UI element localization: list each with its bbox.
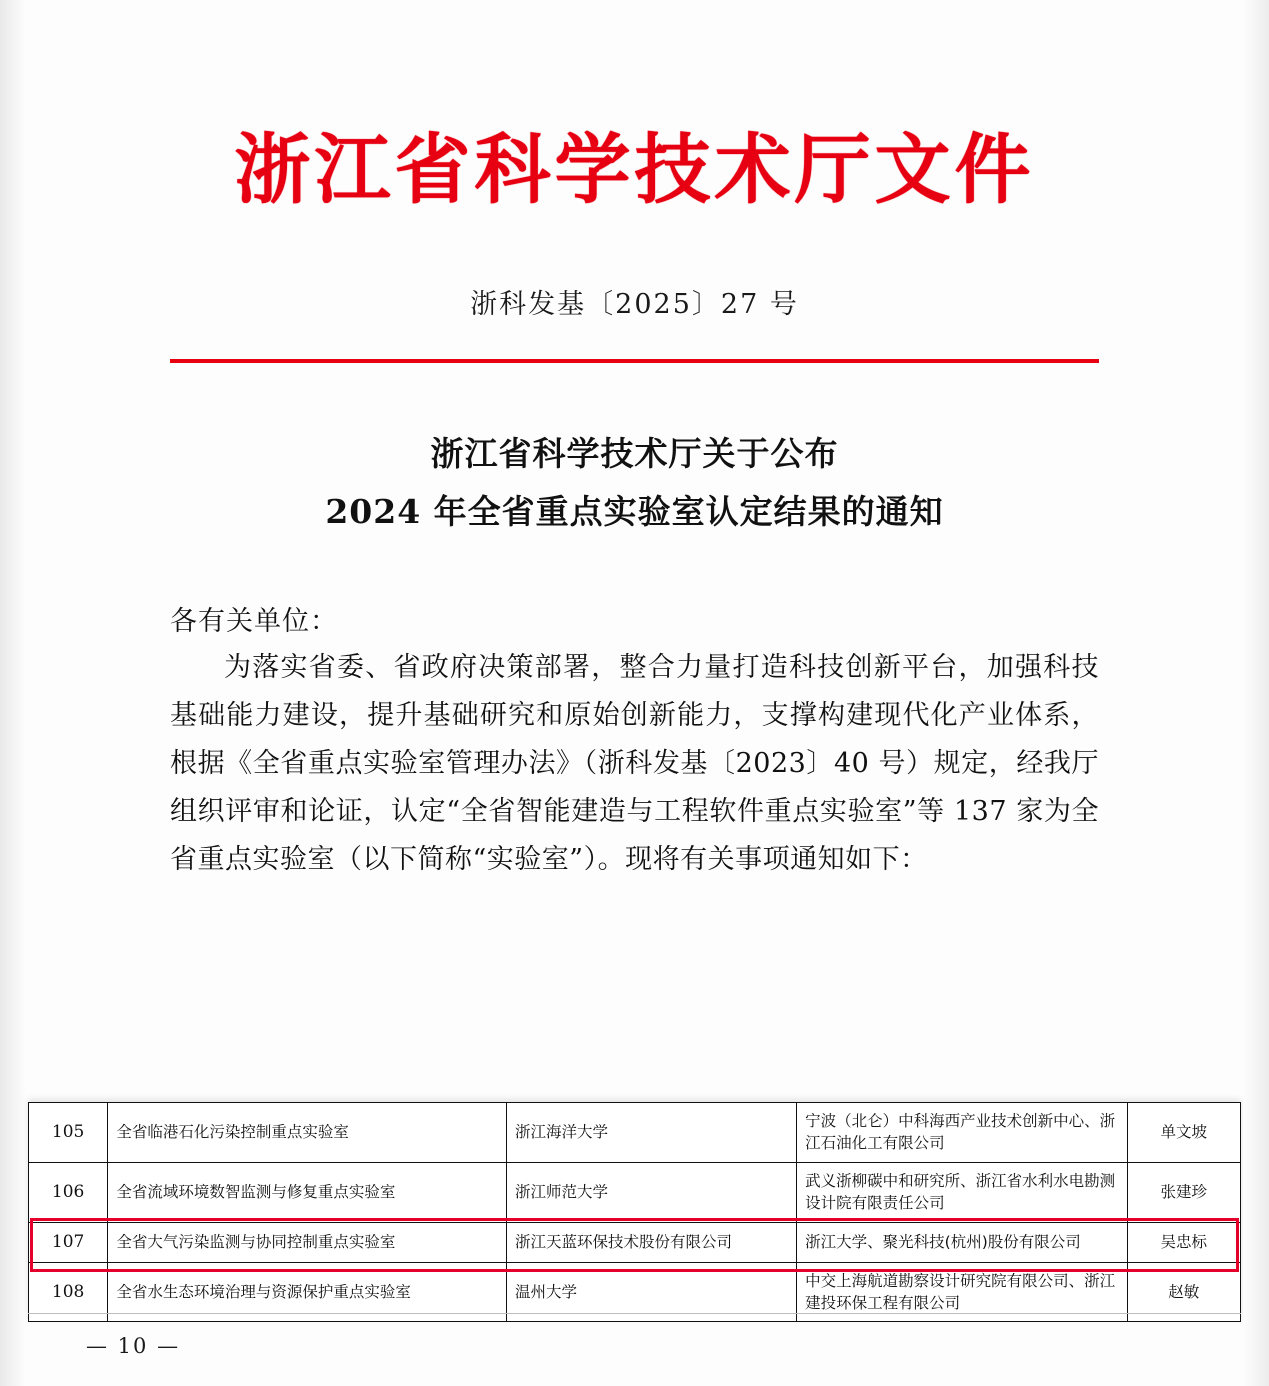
row-lab-name: 全省水生态环境治理与资源保护重点实验室 (108, 1262, 507, 1322)
row-host-unit: 浙江师范大学 (506, 1162, 796, 1222)
row-number: 105 (29, 1103, 108, 1163)
row-host-unit: 温州大学 (506, 1262, 796, 1322)
document-number: 浙科发基〔2025〕27 号 (470, 289, 799, 320)
table-row (29, 1162, 1241, 1222)
row-lab-name: 全省临港石化污染控制重点实验室 (108, 1103, 507, 1163)
row-partner-unit: 武义浙柳碳中和研究所、浙江省水利水电勘测设计院有限责任公司 (797, 1162, 1127, 1222)
document-masthead: 浙江省科学技术厅文件 (234, 125, 1035, 214)
red-divider-rule (170, 359, 1099, 363)
row-partner-unit: 中交上海航道勘察设计研究院有限公司、浙江建投环保工程有限公司 (797, 1262, 1127, 1322)
row-lab-name: 全省流域环境数智监测与修复重点实验室 (108, 1162, 507, 1222)
document-title-line-1: 浙江省科学技术厅关于公布 (430, 434, 839, 473)
salutation: 各有关单位： (170, 605, 338, 637)
document-title (170, 425, 1099, 541)
row-host-unit: 浙江天蓝环保技术股份有限公司 (506, 1222, 796, 1262)
laboratory-table-container (28, 1102, 1241, 1322)
document-title-line-2: 2024 年全省重点实验室认定结果的通知 (325, 491, 944, 531)
row-partner-unit: 宁波（北仑）中科海西产业技术创新中心、浙江石油化工有限公司 (797, 1103, 1127, 1163)
table-row-highlighted (29, 1222, 1241, 1262)
row-number: 107 (29, 1222, 108, 1262)
row-partner-unit: 浙江大学、聚光科技(杭州)股份有限公司 (797, 1222, 1127, 1262)
row-lab-name: 全省大气污染监测与协同控制重点实验室 (108, 1222, 507, 1262)
row-person-in-charge: 单文坡 (1127, 1103, 1241, 1163)
row-number: 108 (29, 1262, 108, 1322)
footer-divider (28, 1313, 1241, 1314)
row-person-in-charge: 赵敏 (1127, 1262, 1241, 1322)
body-paragraph-1: 为落实省委、省政府决策部署，整合力量打造科技创新平台，加强科技基础能力建设，提升基础研究和原始创新能力，支撑构建现代化产业体系，根据《全省重点实验室管理办法》（浙科发基〔2023〕40 号）规定，经我厅组织评审和论证，认定“全省智能建造与工程软件重点实验室”等 137 家为全省重点实验室（以下简称“实验室”）。现将有关事项通知如下： (170, 651, 1099, 875)
laboratory-table (28, 1102, 1241, 1322)
row-person-in-charge: 张建珍 (1127, 1162, 1241, 1222)
laboratory-table-body (29, 1103, 1241, 1322)
row-number: 106 (29, 1162, 108, 1222)
page-number-footer: — 10 — (86, 1334, 181, 1358)
row-person-in-charge: 吴忠标 (1127, 1222, 1241, 1262)
table-row (29, 1103, 1241, 1163)
row-host-unit: 浙江海洋大学 (506, 1103, 796, 1163)
